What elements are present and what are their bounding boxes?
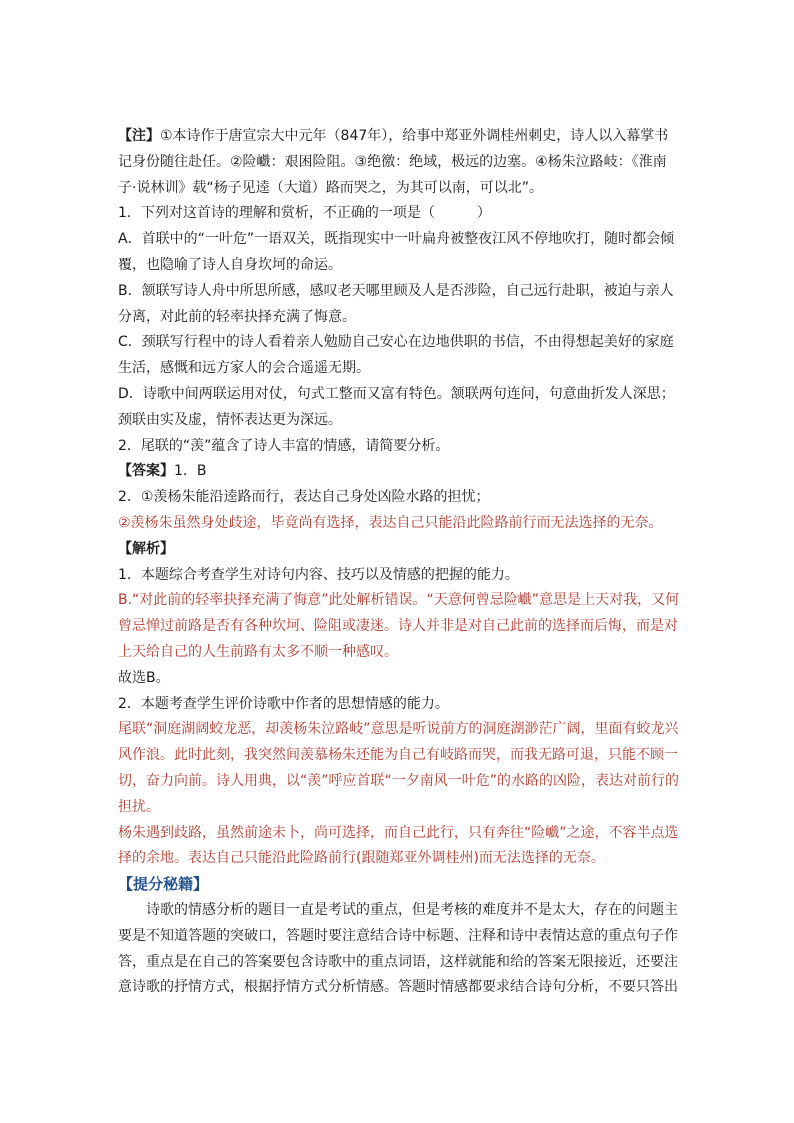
analysis-paragraph-6: 杨朱遇到歧路，虽然前途未卜，尚可选择，而自己此行，只有奔往“险巇”之途，不容半点选择的余地。表达自己只能沿此险路前行(跟随郑亚外调桂州)而无法选择的无奈。 <box>118 824 679 867</box>
note-text: ①本诗作于唐宣宗大中元年（847年），给事中郑亚外调桂州刺史，诗人以入幕掌书记身份随往赴任。②险巇：艰困险阻。③绝徼：绝域，极远的边塞。④杨朱泣路岐：《淮南子·说林训》载“杨子见逵（大道）路而哭之，为其可以南，可以北”。 <box>118 128 669 196</box>
answer-line-1 <box>118 459 680 485</box>
answer-2-line-2: ②羡杨朱虽然身处歧途，毕竟尚有选择，表达自己只能沿此险路前行而无法选择的无奈。 <box>118 514 663 531</box>
question-2-stem: 2．尾联的“羡”蕴含了诗人丰富的情感，请简要分析。 <box>118 437 450 454</box>
analysis-paragraph-1: 1．本题综合考查学生对诗句内容、技巧以及情感的把握的能力。 <box>118 566 519 583</box>
question-1-option-a: A．首联中的“一叶危”一语双关，既指现实中一叶扁舟被整夜江风不停地吹打，随时都会倾覆，也隐喻了诗人自身坎坷的命运。 <box>118 231 675 273</box>
question-1-stem: 1．下列对这首诗的理解和赏析，不正确的一项是（ ） <box>118 205 491 222</box>
analysis-paragraph-5: 尾联“洞庭湖阔蛟龙恶，却羡杨朱泣路岐”意思是听说前方的洞庭湖渺茫广阔，里面有蛟龙兴风作浪。此时此刻，我突然间羡慕杨朱还能为自己有岐路而哭，而我无路可退，只能不顾一切，奋力向前。诗人用典，以“羡”呼应首联“一夕南风一叶危”的水路的凶险，表达对前行的担扰。 <box>118 721 680 815</box>
analysis-paragraph-3: 故选B。 <box>118 669 170 686</box>
answer-1: 1．B <box>174 463 207 480</box>
answer-tag: 【答案】 <box>118 463 174 480</box>
tips-header: 【提分秘籍】 <box>118 875 209 894</box>
note-paragraph <box>118 124 680 201</box>
question-1-option-d: D．诗歌中间两联运用对仗，句式工整而又富有特色。颔联两句连问，句意曲折发人深思；颈联由实及虚，情怀表达更为深远。 <box>118 385 675 428</box>
answer-2-line-1: 2．①羡杨朱能沿逵路而行，表达自己身处凶险水路的担忧； <box>118 489 490 506</box>
question-1-option-b: B．颔联写诗人舟中所思所感，感叹老天哪里顾及人是否涉险，自己远行赴职，被迫与亲人分离，对此前的轻率抉择充满了悔意。 <box>118 282 674 325</box>
note-tag: 【注】 <box>118 128 160 144</box>
document-content <box>118 124 680 1001</box>
analysis-paragraph-4: 2．本题考查学生评价诗歌中作者的思想情感的能力。 <box>118 695 449 712</box>
question-1-option-c: C．颈联写行程中的诗人看着亲人勉励自己安心在边地供职的书信，不由得想起美好的家庭生活，感慨和远方家人的会合遥遥无期。 <box>118 334 674 377</box>
tips-paragraph: 诗歌的情感分析的题目一直是考试的重点，但是考核的难度并不是太大，存在的问题主要是不知道答题的突破口，答题时要注意结合诗中标题、注释和诗中表情达意的重点句子作答，重点是在自己的答案要包含诗歌中的重点词语，这样就能和给的答案无限接近，还要注意诗歌的抒情方式，根据抒情方式分析情感。答题时情感都要求结合诗句分析，不要只答出 <box>118 901 678 996</box>
analysis-paragraph-2: B.“对此前的轻率抉择充满了悔意”此处解析错误。“天意何曾忌险巇”意思是上天对我，又何曾忌惮过前路是否有各种坎坷、险阻或凄迷。诗人并非是对自己此前的选择而后悔，而是对上天给自己的人生前路有太多不顺一种感叹。 <box>118 592 680 660</box>
analysis-tag: 【解析】 <box>118 540 174 557</box>
